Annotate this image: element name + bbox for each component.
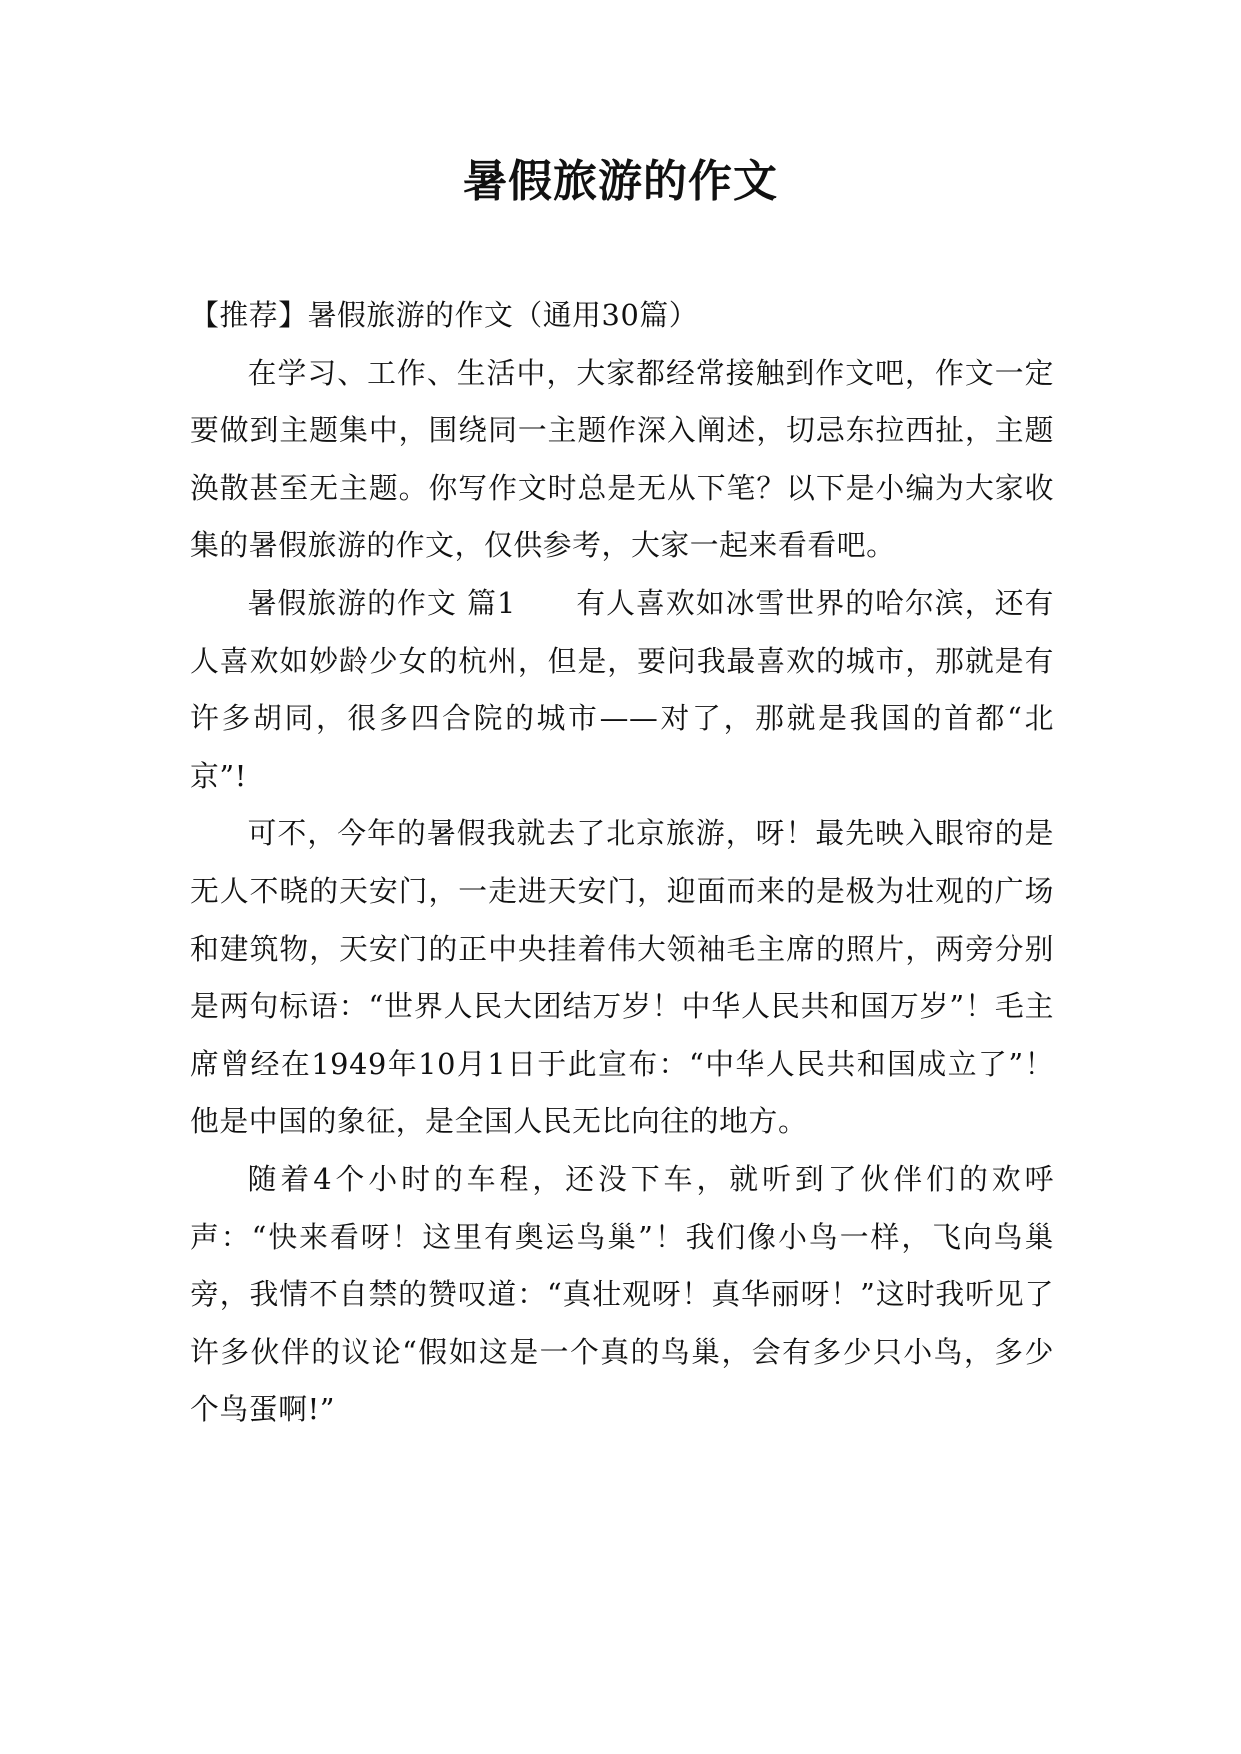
essay-1-paragraph-3: 随着4个小时的车程，还没下车，就听到了伙伴们的欢呼声：“快来看呀！这里有奥运鸟巢”！我们像小鸟一样，飞向鸟巢旁，我情不自禁的赞叹道：“真壮观呀！真华丽呀！”这时我听见了许多伙伴的议论“假如这是一个真的鸟巢，会有多少只小鸟，多少个鸟蛋啊!” bbox=[190, 1161, 1054, 1427]
essay-1-paragraph-2: 可不，今年的暑假我就去了北京旅游，呀！最先映入眼帘的是无人不晓的天安门，一走进天安门，迎面而来的是极为壮观的广场和建筑物，天安门的正中央挂着伟大领袖毛主席的照片，两旁分别是两句标语：“世界人民大团结万岁！中华人民共和国万岁”！毛主席曾经在1949年10月1日于此宣布：“中华人民共和国成立了”！他是中国的象征，是全国人民无比向往的地方。 bbox=[190, 816, 1054, 1139]
recommend-heading: 【推荐】暑假旅游的作文（通用30篇） bbox=[190, 298, 699, 332]
essay-1-paragraph-1: 暑假旅游的作文 篇1 有人喜欢如冰雪世界的哈尔滨，还有人喜欢如妙龄少女的杭州，但是，要问我最喜欢的城市，那就是有许多胡同，很多四合院的城市——对了，那就是我国的首都“北京”! bbox=[190, 585, 1054, 793]
document-body bbox=[190, 287, 1054, 1439]
document-title: 暑假旅游的作文 bbox=[463, 156, 778, 207]
intro-paragraph: 在学习、工作、生活中，大家都经常接触到作文吧，作文一定要做到主题集中，围绕同一主题作深入阐述，切忌东拉西扯，主题涣散甚至无主题。你写作文时总是无从下笔？以下是小编为大家收集的暑假旅游的作文，仅供参考，大家一起来看看吧。 bbox=[190, 355, 1054, 563]
